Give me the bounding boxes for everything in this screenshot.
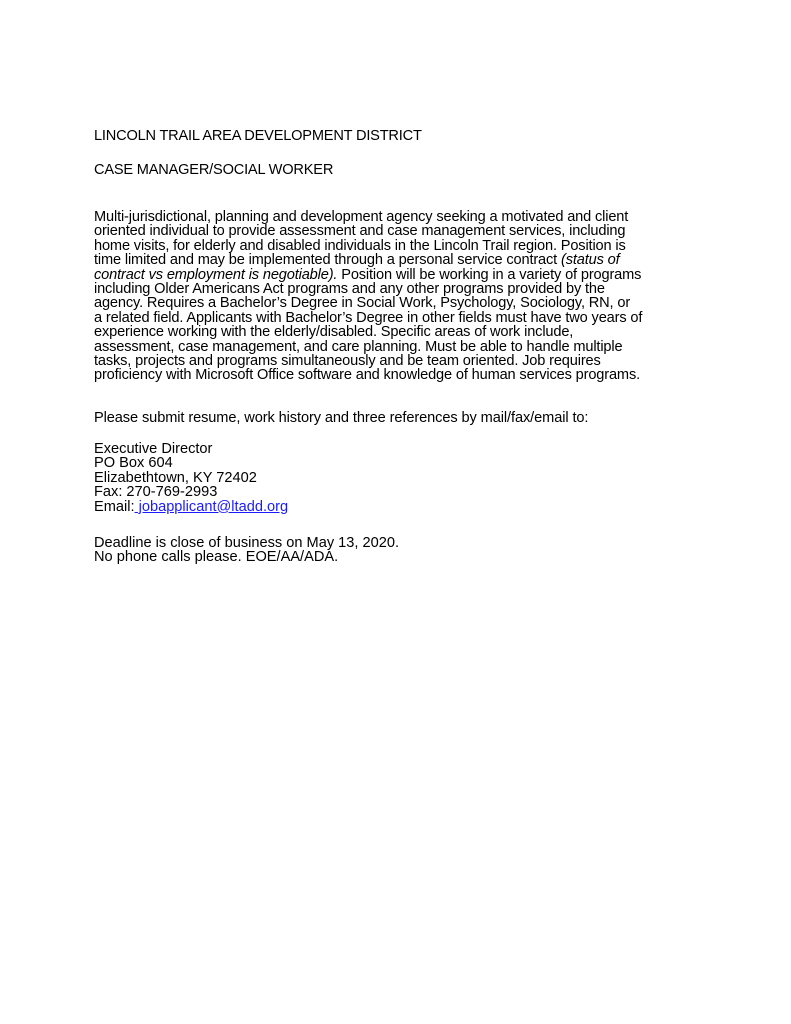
po-box: PO Box 604: [94, 455, 173, 472]
description-line: oriented individual to provide assessment and case management services, including: [94, 223, 626, 240]
description-line: tasks, projects and programs simultaneously and be team oriented. Job requires: [94, 353, 601, 370]
negotiable-note-part1: (status of: [560, 252, 620, 269]
description-text: time limited and may be implemented through a personal service contract: [94, 252, 561, 269]
description-line: experience working with the elderly/disabled. Specific areas of work include,: [94, 324, 574, 341]
description-line: a related field. Applicants with Bachelor’s Degree in other fields must have two years of: [94, 309, 643, 326]
organization-heading: LINCOLN TRAIL AREA DEVELOPMENT DISTRICT: [94, 128, 422, 144]
description-line: including Older Americans Act programs and any other programs provided by the: [94, 281, 605, 298]
deadline-block: [94, 536, 714, 565]
description-line: proficiency with Microsoft Office software and knowledge of human services programs.: [94, 367, 640, 384]
description-line: home visits, for elderly and disabled individuals in the Lincoln Trail region. Position is: [94, 237, 626, 254]
submit-instructions: Please submit resume, work history and three references by mail/fax/email to:: [94, 410, 589, 426]
negotiable-note-part2: contract vs employment is negotiable).: [94, 266, 338, 283]
description-line: assessment, case management, and care planning. Must be able to handle multiple: [94, 338, 623, 355]
description-line: Multi-jurisdictional, planning and development agency seeking a motivated and client: [94, 209, 629, 225]
email-label: Email:: [94, 498, 135, 515]
description-line: [94, 253, 704, 267]
contact-address-block: [94, 442, 714, 514]
email-link[interactable]: jobapplicant@ltadd.org: [134, 498, 289, 515]
position-title: CASE MANAGER/SOCIAL WORKER: [94, 162, 334, 178]
email-line: [94, 500, 714, 514]
notice-text: No phone calls please. EOE/AA/ADA.: [94, 549, 339, 566]
description-line: agency. Requires a Bachelor’s Degree in Social Work, Psychology, Sociology, RN, or: [94, 295, 631, 312]
city-state-zip: Elizabethtown, KY 72402: [94, 469, 257, 486]
job-description-paragraph: [94, 210, 704, 383]
description-line: [94, 268, 704, 282]
deadline-text: Deadline is close of business on May 13, 2020.: [94, 535, 400, 551]
fax-number: Fax: 270-769-2993: [94, 484, 218, 501]
recipient: Executive Director: [94, 441, 213, 457]
description-text: Position will be working in a variety of programs: [337, 266, 642, 283]
